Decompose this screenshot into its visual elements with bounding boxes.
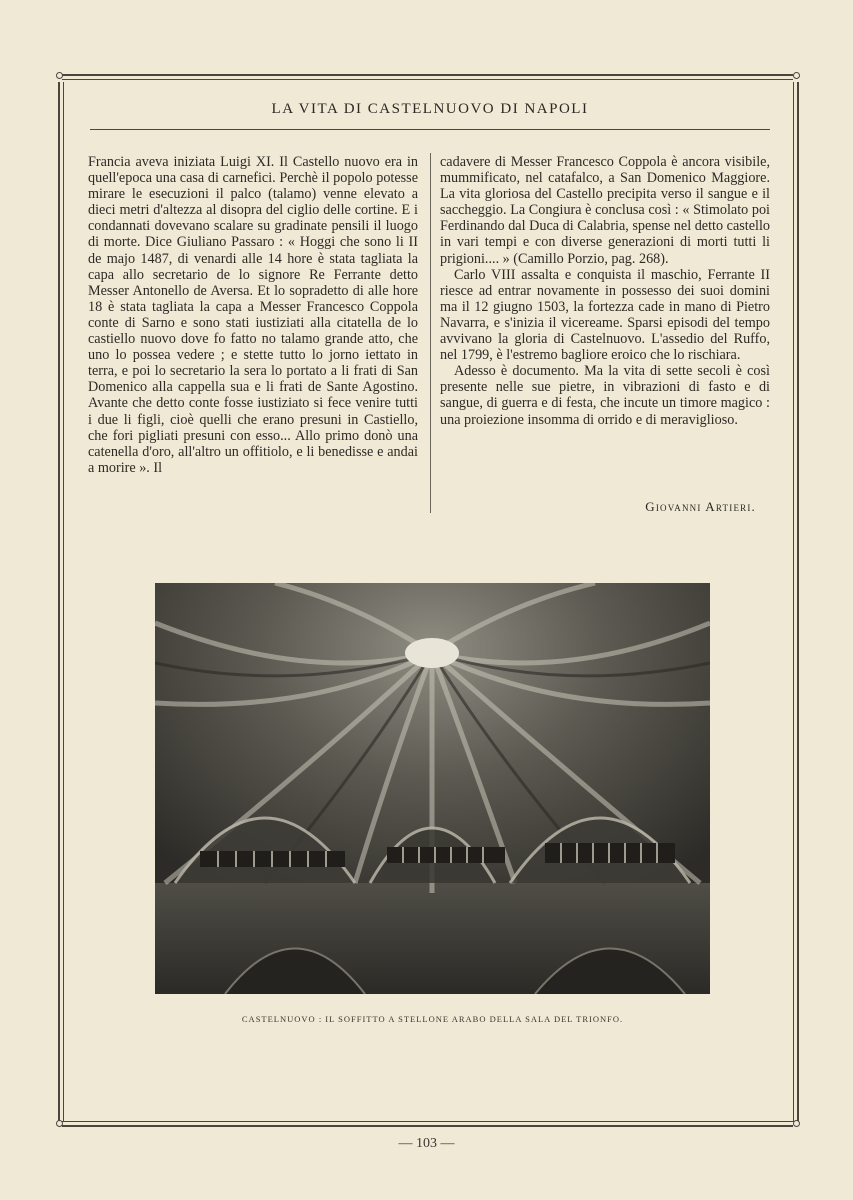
frame-corner-ornament xyxy=(793,1120,800,1127)
frame-top-rule xyxy=(62,74,793,76)
frame-left-rule xyxy=(58,82,60,1122)
vaulted-ceiling-image xyxy=(155,583,710,994)
frame-right-rule xyxy=(797,82,799,1122)
frame-corner-ornament xyxy=(56,1120,63,1127)
frame-right-inner-rule xyxy=(793,82,794,1122)
frame-corner-ornament xyxy=(56,72,63,79)
article-paragraph: Carlo VIII assalta e conquista il maschio, Ferrante II riesce ad entrar novamente in possesso dei suoi domini ma il 12 giugno 1503, la fortezza cade in mano di Pietro Navarra, e s'inizia il vicereame. Sparsi episodi del tempo avvivano la gloria di Castelnuovo. L'assedio del Ruffo, nel 1799, è l'estremo bagliore eroico che lo rischiara. xyxy=(440,266,770,364)
ceiling-photograph xyxy=(155,583,710,994)
article-right-column xyxy=(440,154,770,428)
article-left-column xyxy=(88,154,418,476)
frame-bottom-inner-rule xyxy=(62,1121,793,1122)
article-paragraph: Adesso è documento. Ma la vita di sette secoli è così presente nelle sue pietre, in vibrazioni di fasto e di sangue, di guerra e di festa, che incute un timore magico : una proiezione insomma di orrido e di meraviglioso. xyxy=(440,363,770,428)
author-signature: Giovanni Artieri. xyxy=(645,499,756,514)
frame-corner-ornament xyxy=(793,72,800,79)
frame-top-inner-rule xyxy=(62,79,793,80)
frame-left-inner-rule xyxy=(63,82,64,1122)
running-head: LA VITA DI CASTELNUOVO DI NAPOLI xyxy=(271,101,589,117)
page-number: — 103 — xyxy=(398,1136,455,1151)
frame-bottom-rule xyxy=(62,1125,793,1127)
article-paragraph: Francia aveva iniziata Luigi XI. Il Castello nuovo era in quell'epoca una casa di carnefici. Perchè il popolo potesse mirare le esecuzioni il palco (talamo) venne elevato a dieci metri d'altezza al disopra del ciglio delle cortine. E i condannati dovevano scalare su gradinate pensili il luogo di morte. Dice Giuliano Passaro : « Hoggi che sono li II de majo 1487, di venardi alle 14 hore è stata tagliata la capa allo secretario de lo signore Re Ferrante detto Messer Antonello de Aversa. Et lo sopradetto di alle hore 18 è stata tagliata la capa a Messer Francesco Coppola conte di Sarno e sono stati iustiziati alla citatella de lo castiello nuovo dove fo fatto no talamo grande atto, che uno lo possea vedere ; e stette tutto lo jorno iettato in terra, e poi lo secretario la sera lo portato a li frati di San Domenico alla cappella sua e li frati de Sante Agostino. Avante che detto conte fosse iustiziato si fece venire tutti i due li figli, cioè quelli che erano presuni in Castiello, che fori pigliati presuni con esso... Allo primo donò una catenella d'oro, all'altro un offitiolo, e li benedisse e andai a morire ». Il xyxy=(88,154,418,476)
figure-caption: CASTELNUOVO : IL SOFFITTO A STELLONE ARABO DELLA SALA DEL TRIONFO. xyxy=(241,1014,624,1024)
article-paragraph: cadavere di Messer Francesco Coppola è ancora visibile, mummificato, nel catafalco, a San Domenico Maggiore. La vita gloriosa del Castello precipita verso il sangue e il saccheggio. La Congiura è conclusa così : « Stimolato poi Ferdinando dal Duca di Calabria, spense nel detto castello in vari tempi e con diverse generazioni di morti tutti li prigioni.... » (Camillo Porzio, pag. 268). xyxy=(440,154,770,267)
column-divider xyxy=(430,153,431,513)
running-head-rule xyxy=(90,129,770,130)
